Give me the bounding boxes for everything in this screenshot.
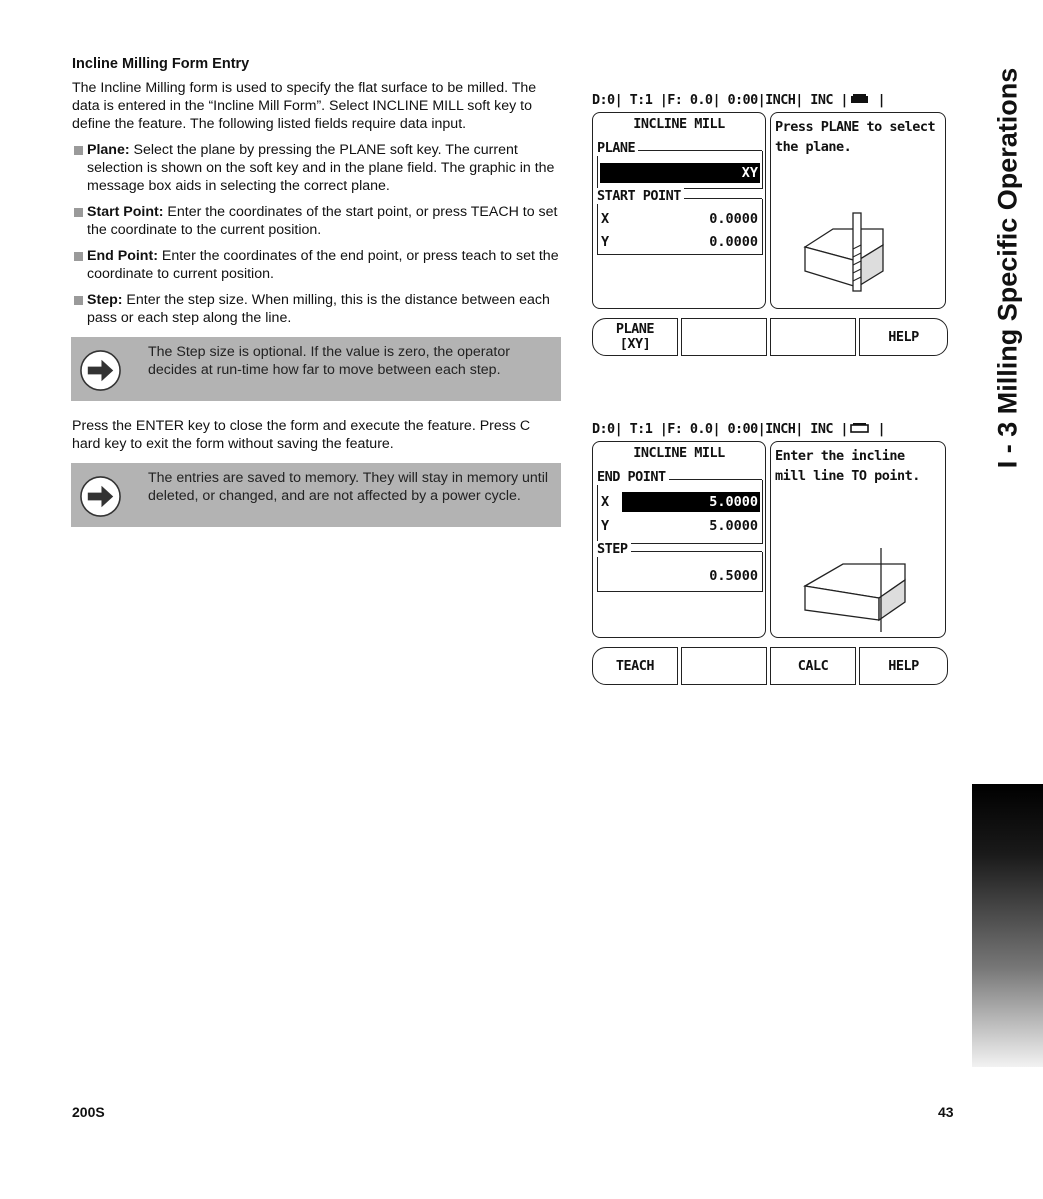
step-group [597, 541, 763, 592]
message-box [770, 441, 946, 638]
step-label: STEP [597, 541, 631, 557]
x-label: X [601, 494, 610, 510]
x-value: 5.0000 [709, 494, 758, 510]
chapter-sidebar [972, 0, 1043, 1199]
bullet-square-icon [74, 252, 83, 261]
end-x-field[interactable] [600, 492, 760, 512]
bullet-square-icon [74, 146, 83, 155]
bullet-text: Select the plane by pressing the PLANE soft key. The current selection is shown on the soft key and in the plane field. The graphic in the message box aids in selecting the correct plane. [87, 142, 555, 194]
bullet-term: End Point: [87, 248, 158, 264]
end-point-group [597, 469, 763, 544]
plane-group [597, 140, 763, 189]
incline-line-graphic-icon [799, 542, 919, 632]
plane-label: PLANE [597, 140, 638, 156]
bullet-plane [72, 141, 562, 195]
start-x-field[interactable] [600, 209, 760, 229]
section-heading: Incline Milling Form Entry [72, 56, 250, 72]
note-text: The entries are saved to memory. They will stay in memory until deleted, or changed, and are not affected by a power cycle. [148, 470, 549, 504]
y-value: 0.0000 [709, 234, 758, 250]
status-text: D:0| T:1 |F: 0.0| 0:00|INCH| INC | [592, 92, 848, 108]
message-text: Press PLANE to select the plane. [775, 119, 936, 155]
start-point-label: START POINT [597, 188, 684, 204]
bullet-term: Start Point: [87, 204, 164, 220]
message-text: Enter the incline mill line TO point. [775, 448, 920, 484]
softkey-row [592, 647, 948, 685]
x-value: 0.0000 [709, 211, 758, 227]
bullet-term: Plane: [87, 142, 130, 158]
tool-icon [850, 93, 870, 105]
incline-mill-form [592, 441, 766, 638]
plane-key-label: PLANE [615, 321, 655, 337]
y-value: 5.0000 [709, 518, 758, 534]
end-y-field[interactable] [600, 516, 760, 536]
status-end: | [869, 92, 886, 108]
text-column [72, 55, 562, 543]
paragraph-enter: Press the ENTER key to close the form and execute the feature. Press C hard key to exit the form without saving the feature. [72, 418, 531, 452]
note-box-memory [71, 463, 561, 527]
softkey-row [592, 318, 948, 356]
footer-model: 200S [72, 1104, 105, 1120]
step-value: 0.5000 [709, 568, 758, 584]
status-bar [592, 421, 948, 441]
bullet-text: Enter the step size. When milling, this is the distance between each pass or each step along the line. [87, 292, 550, 326]
x-label: X [601, 211, 610, 227]
form-title: INCLINE MILL [633, 445, 725, 461]
status-end: | [869, 421, 886, 437]
form-title: INCLINE MILL [633, 116, 725, 132]
bullet-start-point [72, 203, 562, 239]
screen-panes [592, 112, 948, 312]
dro-screen-end-point [592, 421, 948, 674]
status-bar [592, 92, 948, 112]
bullet-text: Enter the coordinates of the start point, or press TEACH to set the coordinate to the current position. [87, 204, 558, 238]
teach-softkey[interactable]: TEACH [592, 647, 678, 685]
start-y-field[interactable] [600, 232, 760, 252]
incline-mill-form [592, 112, 766, 309]
y-label: Y [601, 518, 610, 534]
note-box-step [71, 337, 561, 401]
help-softkey[interactable]: HELP [859, 647, 948, 685]
softkey-blank-3[interactable] [770, 318, 856, 356]
selection-highlight [600, 163, 760, 183]
arrow-right-icon [79, 475, 122, 518]
plane-softkey[interactable] [592, 318, 678, 356]
chapter-tab [972, 784, 1043, 1067]
plane-key-value: [XY] [619, 336, 651, 352]
y-label: Y [601, 234, 610, 250]
softkey-blank-2[interactable] [681, 647, 767, 685]
message-box [770, 112, 946, 309]
start-point-group [597, 188, 763, 255]
bullet-text: Enter the coordinates of the end point, or press teach to set the coordinate to current position. [87, 248, 559, 282]
softkey-blank-2[interactable] [681, 318, 767, 356]
plane-field[interactable] [600, 163, 760, 183]
tool-outline-icon [850, 422, 870, 434]
incline-plane-graphic-icon [801, 209, 921, 299]
intro-paragraph: The Incline Milling form is used to specify the flat surface to be milled. The data is entered in the “Incline Mill Form”. Select INCLINE MILL soft key to define the feature. The following listed fields require data input. [72, 80, 537, 132]
bullet-square-icon [74, 296, 83, 305]
dro-screen-plane [592, 92, 948, 352]
bullet-end-point [72, 247, 562, 283]
status-text: D:0| T:1 |F: 0.0| 0:00|INCH| INC | [592, 421, 848, 437]
end-point-label: END POINT [597, 469, 669, 485]
plane-value: XY [741, 165, 758, 181]
bullet-term: Step: [87, 292, 123, 308]
bullet-square-icon [74, 208, 83, 217]
chapter-title: I - 3 Milling Specific Operations [992, 67, 1022, 469]
page-number: 43 [938, 1104, 954, 1120]
note-text: The Step size is optional. If the value is zero, the operator decides at run-time how far to move between each step. [148, 344, 510, 378]
step-field[interactable] [600, 566, 760, 586]
screen-panes [592, 441, 948, 641]
calc-softkey[interactable]: CALC [770, 647, 856, 685]
bullet-step [72, 291, 562, 327]
arrow-right-icon [79, 349, 122, 392]
help-softkey[interactable]: HELP [859, 318, 948, 356]
